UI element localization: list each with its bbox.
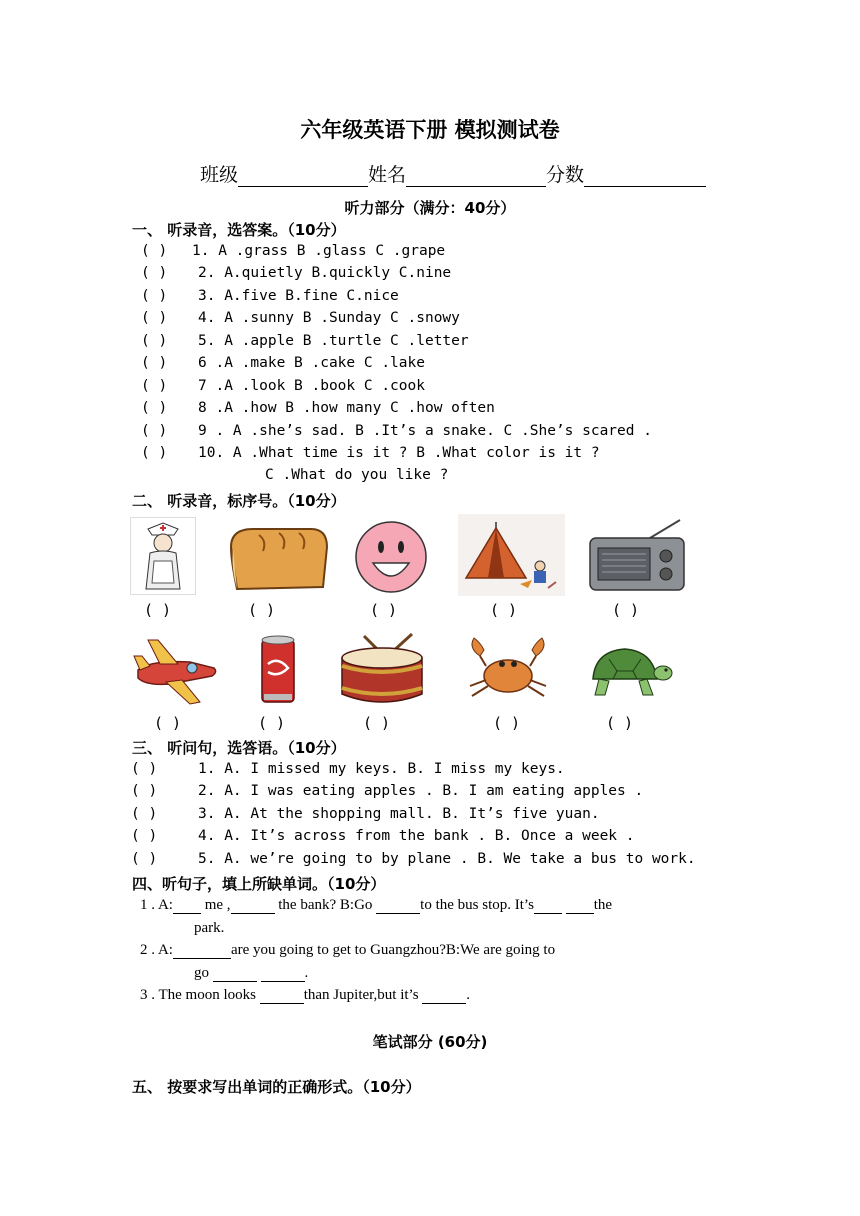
q1-the: the <box>593 897 613 913</box>
section1-answer-paren[interactable]: ( ) <box>141 378 168 394</box>
section1-question: 1. A .grass B .glass C .grape <box>192 243 446 259</box>
picture-number-blank[interactable]: ( ) <box>490 601 518 619</box>
section3-answer-paren[interactable]: ( ) <box>131 828 158 844</box>
section3-answer-paren[interactable]: ( ) <box>131 783 158 799</box>
q1-speaker-a: A: <box>157 897 173 913</box>
plane-picture <box>130 630 222 708</box>
picture-number-blank[interactable]: ( ) <box>493 714 521 732</box>
section3-question: 5. A. we’re going to by plane . B. We take a bus to work. <box>198 851 696 867</box>
q1-bank: the bank? B:Go <box>278 897 373 913</box>
q2-go: go <box>194 965 209 981</box>
q3-number: 3 . <box>140 987 155 1003</box>
turtle-picture <box>581 633 673 705</box>
written-part-header: 笔试部分 (60分) <box>372 1033 488 1051</box>
name-label: 姓名 <box>368 164 407 186</box>
crab-picture <box>462 628 555 708</box>
section1-question: 10. A .What time is it ? B .What color is it ? <box>198 445 600 461</box>
q3-blank-2[interactable] <box>422 989 466 1004</box>
picture-number-blank[interactable]: ( ) <box>154 714 182 732</box>
picture-number-blank[interactable]: ( ) <box>370 601 398 619</box>
q1-bus-stop: to the bus stop. It’s <box>420 897 534 913</box>
picture-number-blank[interactable]: ( ) <box>248 601 276 619</box>
class-blank[interactable] <box>238 166 368 187</box>
nurse-picture <box>130 517 196 595</box>
q3-mid: than Jupiter,but it’s <box>303 987 419 1003</box>
name-blank[interactable] <box>406 166 546 187</box>
q2-speaker-a: A: <box>157 942 173 958</box>
score-blank[interactable] <box>584 166 706 187</box>
bread-picture <box>223 517 333 595</box>
section1-answer-paren[interactable]: ( ) <box>141 400 168 416</box>
section4-heading: 四、听句子，填上所缺单词。（10分） <box>132 875 386 893</box>
q2-number: 2 . <box>140 942 155 958</box>
class-label: 班级 <box>200 164 239 186</box>
section1-question: 3. A.five B.fine C.nice <box>198 288 399 304</box>
section1-question: 6 .A .make B .cake C .lake <box>198 355 425 371</box>
q2-blank-1[interactable] <box>173 944 231 959</box>
section1-answer-paren[interactable]: ( ) <box>141 423 168 439</box>
section3-question: 2. A. I was eating apples . B. I am eating apples . <box>198 783 644 799</box>
section3-answer-paren[interactable]: ( ) <box>131 806 158 822</box>
picture-number-blank[interactable]: ( ) <box>144 601 172 619</box>
section1-answer-paren[interactable]: ( ) <box>141 355 168 371</box>
section1-question: 9 . A .she’s sad. B .It’s a snake. C .She’s scared . <box>198 423 652 439</box>
picture-number-blank[interactable]: ( ) <box>363 714 391 732</box>
q3-end: . <box>466 987 471 1003</box>
q3-blank-1[interactable] <box>260 989 304 1004</box>
q2-blank-2[interactable] <box>213 967 257 982</box>
section3-answer-paren[interactable]: ( ) <box>131 851 158 867</box>
q2-end: . <box>304 965 309 981</box>
section3-question: 1. A. I missed my keys. B. I miss my keys. <box>198 761 565 777</box>
section1-answer-paren[interactable]: ( ) <box>141 243 168 259</box>
section1-question: 4. A .sunny B .Sunday C .snowy <box>198 310 460 326</box>
section1-answer-paren[interactable]: ( ) <box>141 445 168 461</box>
q1-number: 1 . <box>140 897 155 913</box>
score-label: 分数 <box>546 164 585 186</box>
section3-answer-paren[interactable]: ( ) <box>131 761 158 777</box>
section3-heading: 三、 听问句，选答语。（10分） <box>132 739 346 757</box>
tent-picture <box>458 514 565 596</box>
section1-question: 7 .A .look B .book C .cook <box>198 378 425 394</box>
q3-start: The moon looks <box>158 987 256 1003</box>
picture-number-blank[interactable]: ( ) <box>258 714 286 732</box>
section1-heading: 一、 听录音，选答案。（10分） <box>132 221 346 239</box>
page-title: 六年级英语下册 模拟测试卷 <box>300 118 560 142</box>
section4-q2-line1 <box>140 942 555 959</box>
section1-answer-paren[interactable]: ( ) <box>141 265 168 281</box>
section4-q3 <box>140 987 470 1004</box>
section1-question: 8 .A .how B .how many C .how often <box>198 400 495 416</box>
section3-question: 3. A. At the shopping mall. B. It’s five yuan. <box>198 806 600 822</box>
q2-blank-3[interactable] <box>261 967 305 982</box>
q1-blank-3[interactable] <box>376 899 420 914</box>
q1-blank-4[interactable] <box>534 899 562 914</box>
q1-blank-5[interactable] <box>566 899 594 914</box>
q1-me: me , <box>204 897 231 913</box>
section5-heading: 五、 按要求写出单词的正确形式。（10分） <box>132 1078 421 1096</box>
section1-question: 5. A .apple B .turtle C .letter <box>198 333 469 349</box>
drum-picture <box>334 632 430 708</box>
picture-number-blank[interactable]: ( ) <box>612 601 640 619</box>
q1-park: park. <box>194 920 225 936</box>
listening-part-header: 听力部分（满分：40分） <box>344 199 516 217</box>
radio-picture <box>580 518 690 595</box>
section1-answer-paren[interactable]: ( ) <box>141 333 168 349</box>
cola-can-picture <box>256 634 300 706</box>
q1-blank-2[interactable] <box>231 899 275 914</box>
section1-question: 2. A.quietly B.quickly C.nine <box>198 265 452 281</box>
picture-number-blank[interactable]: ( ) <box>606 714 634 732</box>
section4-q2-line2 <box>194 965 308 982</box>
section2-heading: 二、 听录音，标序号。（10分） <box>132 492 346 510</box>
q1-blank-1[interactable] <box>173 899 201 914</box>
q2-rest: are you going to get to Guangzhou?B:We are going to <box>230 942 556 958</box>
section1-answer-paren[interactable]: ( ) <box>141 310 168 326</box>
section3-question: 4. A. It’s across from the bank . B. Once a week . <box>198 828 635 844</box>
student-info-line <box>200 160 706 187</box>
smiling-face-picture <box>348 519 434 595</box>
section4-q1-line1 <box>140 897 612 914</box>
section1-answer-paren[interactable]: ( ) <box>141 288 168 304</box>
section1-item10-line2: C .What do you like ? <box>265 467 449 483</box>
